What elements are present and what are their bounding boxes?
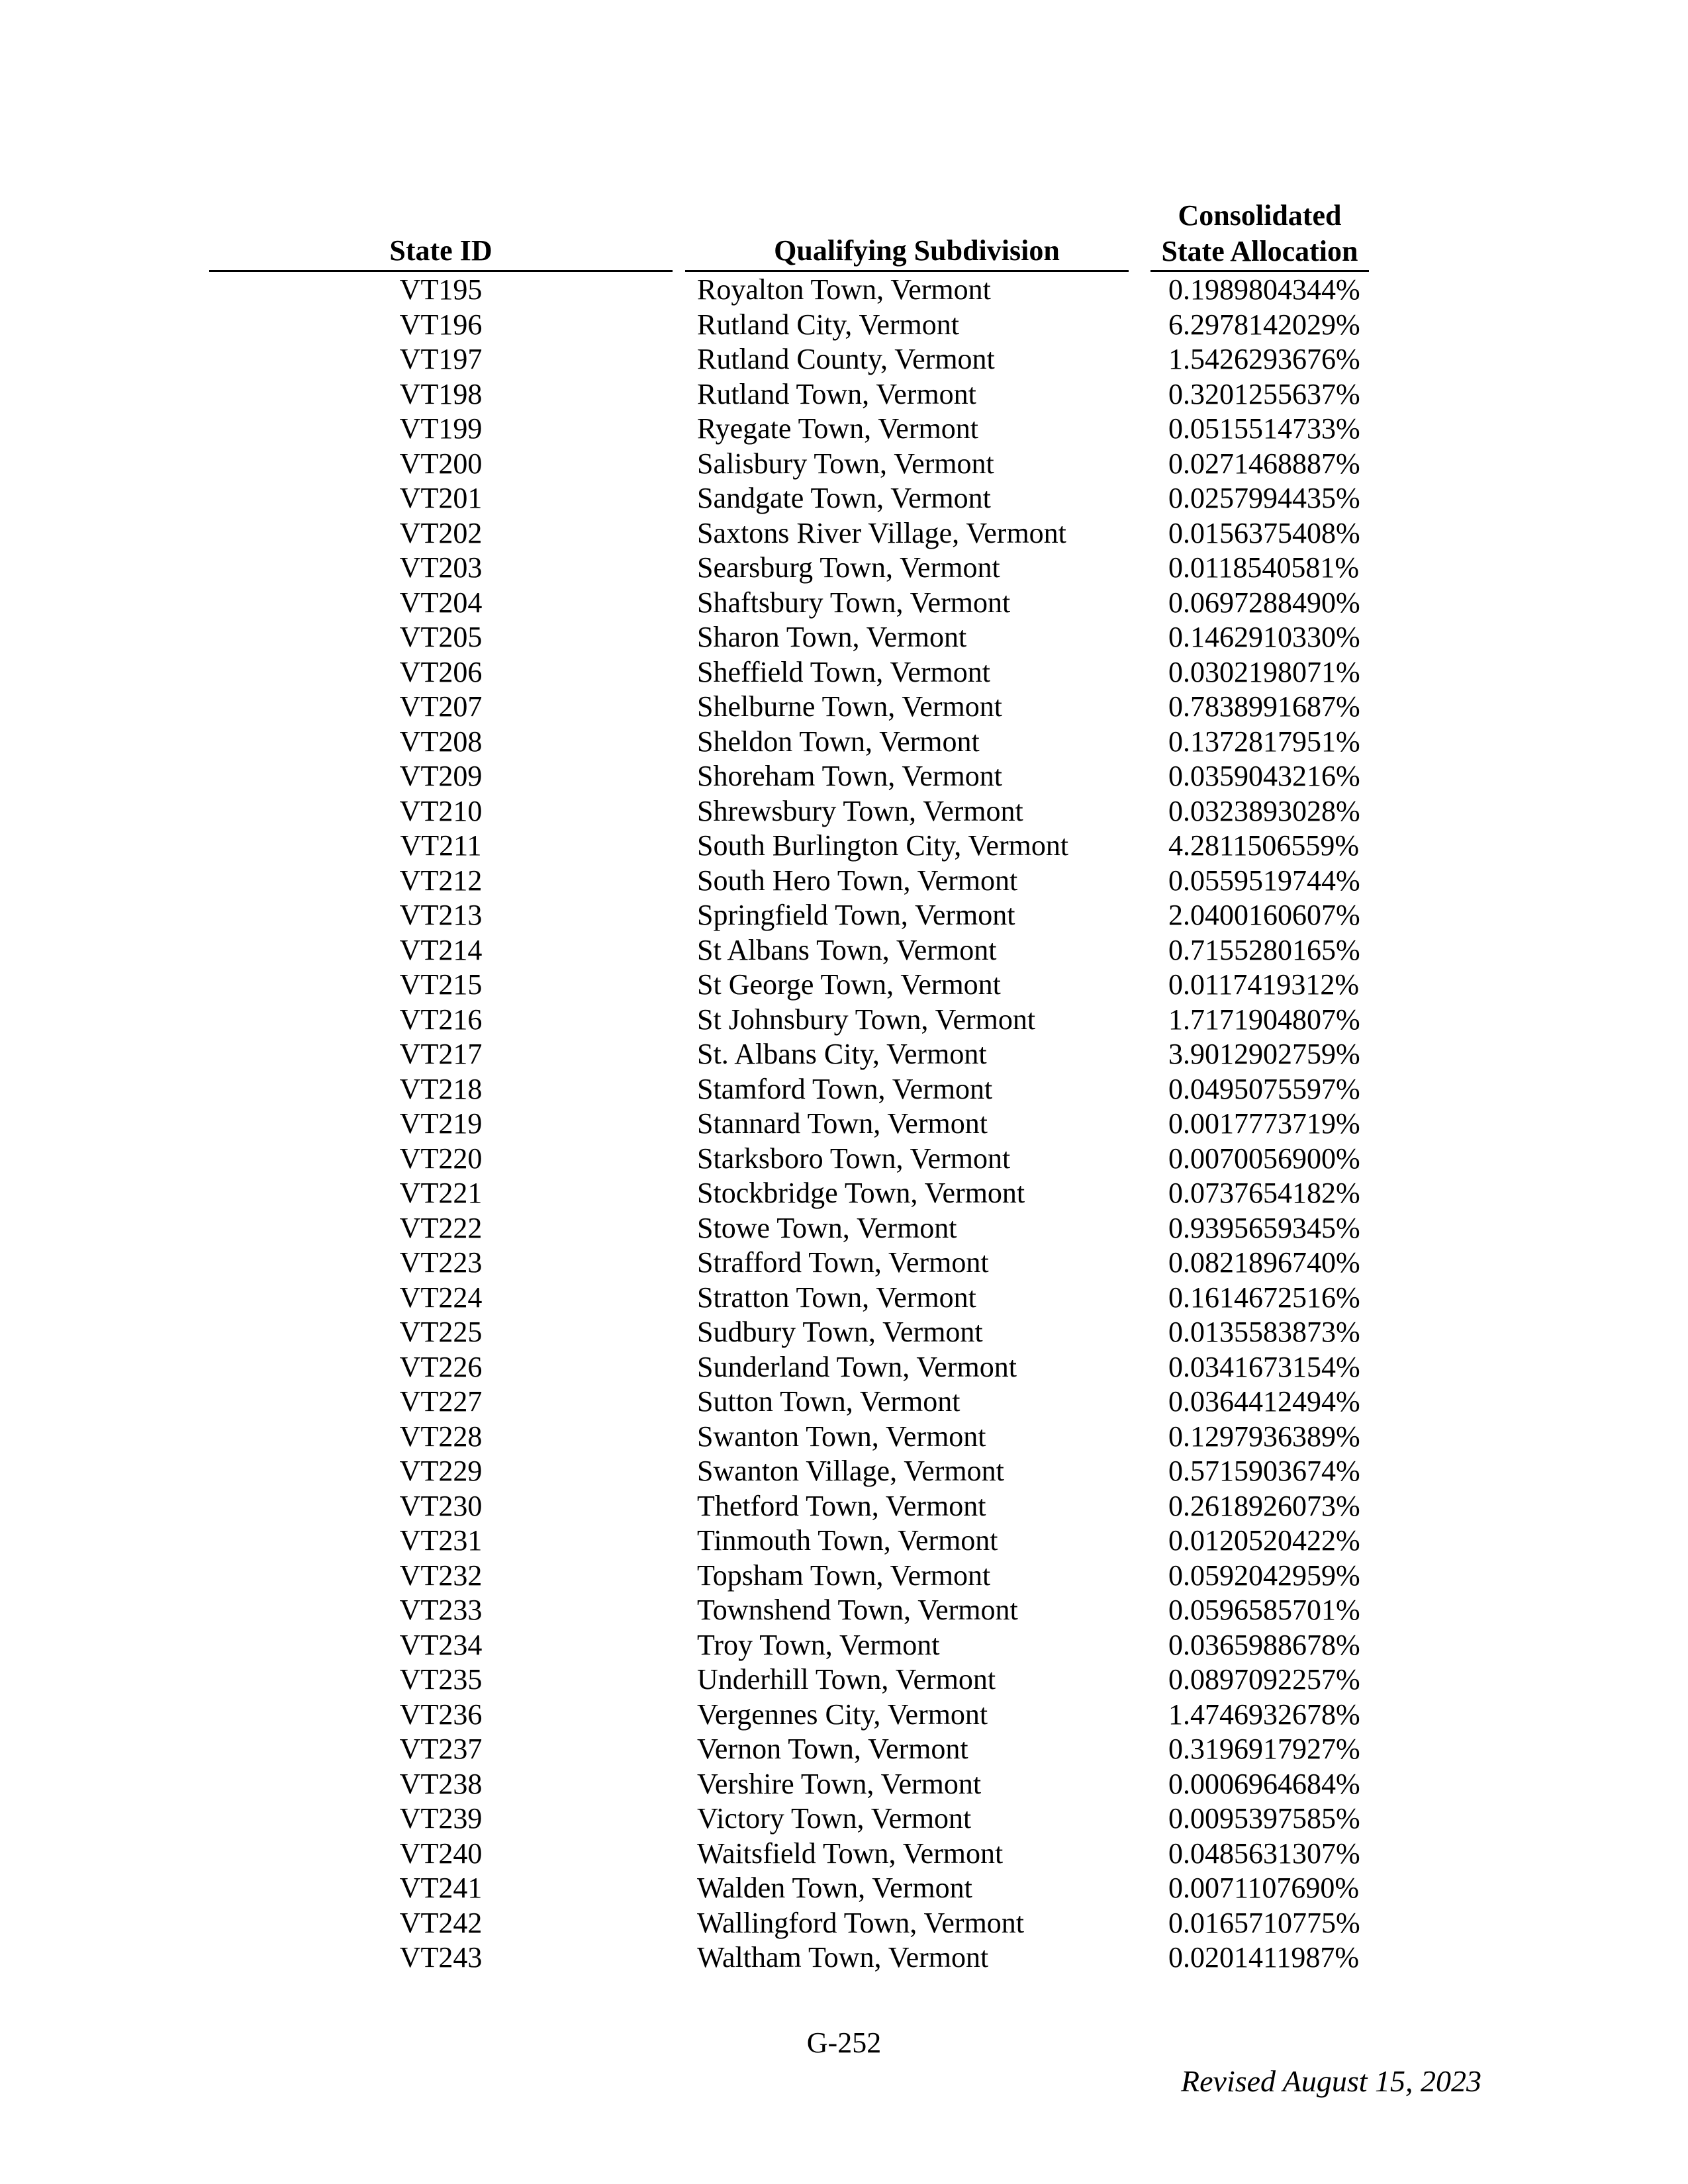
state-id-cell: VT218	[399, 1072, 483, 1105]
table-row	[0, 377, 1688, 412]
allocation-cell: 0.0156375408%	[1168, 516, 1360, 549]
subdivision-cell: Sandgate Town, Vermont	[697, 482, 991, 514]
state-id-cell: VT233	[399, 1594, 483, 1626]
subdivision-cell: Springfield Town, Vermont	[697, 899, 1015, 931]
state-id-cell: VT228	[399, 1420, 483, 1453]
allocation-cell: 0.0821896740%	[1168, 1246, 1360, 1279]
table-row	[0, 1003, 1688, 1038]
state-id-cell: VT240	[399, 1837, 483, 1870]
allocation-cell: 0.0071107690%	[1168, 1872, 1360, 1904]
table-row	[0, 1524, 1688, 1559]
allocation-cell: 0.0341673154%	[1168, 1350, 1360, 1383]
state-id-cell: VT232	[399, 1559, 483, 1592]
state-id-cell: VT198	[399, 377, 483, 410]
subdivision-cell: Townshend Town, Vermont	[697, 1594, 1018, 1626]
state-id-cell: VT239	[399, 1802, 483, 1835]
subdivision-cell: Stannard Town, Vermont	[697, 1107, 988, 1140]
allocation-cell: 0.0485631307%	[1168, 1837, 1360, 1870]
allocation-cell: 0.0365988678%	[1168, 1628, 1360, 1661]
subdivision-cell: Victory Town, Vermont	[697, 1802, 972, 1835]
state-id-cell: VT208	[399, 725, 483, 758]
table-row	[0, 1593, 1688, 1628]
allocation-cell: 0.1297936389%	[1168, 1420, 1360, 1453]
table-row	[0, 1420, 1688, 1455]
page-number: G-252	[806, 2026, 882, 2059]
table-row	[0, 1489, 1688, 1524]
table-row	[0, 308, 1688, 343]
allocation-cell: 0.7155280165%	[1168, 933, 1360, 966]
state-id-cell: VT223	[399, 1246, 483, 1279]
state-id-cell: VT222	[399, 1211, 483, 1244]
table-row	[0, 1837, 1688, 1872]
header-rule-allocation	[1150, 270, 1369, 272]
subdivision-cell: Swanton Village, Vermont	[697, 1455, 1004, 1487]
allocation-cell: 0.0017773719%	[1168, 1107, 1360, 1140]
allocation-cell: 0.0592042959%	[1168, 1559, 1360, 1592]
allocation-cell: 0.5715903674%	[1168, 1455, 1360, 1487]
allocation-cell: 0.0559519744%	[1168, 864, 1360, 897]
allocation-cell: 1.7171904807%	[1168, 1003, 1360, 1036]
allocation-cell: 0.0165710775%	[1168, 1906, 1360, 1939]
subdivision-cell: Stratton Town, Vermont	[697, 1281, 976, 1314]
subdivision-cell: South Hero Town, Vermont	[697, 864, 1018, 897]
allocation-cell: 0.0323893028%	[1168, 794, 1360, 827]
table-row	[0, 586, 1688, 621]
allocation-cell: 0.0737654182%	[1168, 1177, 1360, 1209]
table-row	[0, 759, 1688, 794]
state-id-cell: VT219	[399, 1107, 483, 1140]
table-row	[0, 1698, 1688, 1733]
subdivision-cell: Shelburne Town, Vermont	[697, 690, 1002, 723]
state-id-cell: VT215	[399, 968, 483, 1001]
subdivision-cell: Tinmouth Town, Vermont	[697, 1524, 998, 1557]
table-row	[0, 551, 1688, 586]
state-id-cell: VT236	[399, 1698, 483, 1731]
allocation-cell: 0.3201255637%	[1168, 377, 1360, 410]
table-row	[0, 273, 1688, 308]
allocation-cell: 0.2618926073%	[1168, 1489, 1360, 1522]
table-row	[0, 794, 1688, 829]
state-id-cell: VT225	[399, 1316, 483, 1348]
subdivision-cell: St Albans Town, Vermont	[697, 933, 997, 966]
header-consolidated-state-allocation	[1150, 198, 1369, 269]
state-id-cell: VT201	[399, 482, 483, 514]
table-row	[0, 1559, 1688, 1594]
state-id-cell: VT207	[399, 690, 483, 723]
allocation-cell: 6.2978142029%	[1168, 308, 1360, 341]
subdivision-cell: Underhill Town, Vermont	[697, 1663, 996, 1696]
state-id-cell: VT220	[399, 1142, 483, 1175]
subdivision-cell: Royalton Town, Vermont	[697, 273, 991, 306]
subdivision-cell: Searsburg Town, Vermont	[697, 551, 1000, 584]
table-row	[0, 1142, 1688, 1177]
allocation-cell: 0.1614672516%	[1168, 1281, 1360, 1314]
state-id-cell: VT238	[399, 1767, 483, 1800]
table-row	[0, 933, 1688, 968]
table-row	[0, 1037, 1688, 1072]
subdivision-cell: Starksboro Town, Vermont	[697, 1142, 1011, 1175]
allocation-cell: 0.0271468887%	[1168, 447, 1360, 480]
table-row	[0, 481, 1688, 516]
table-row	[0, 1940, 1688, 1976]
subdivision-cell: Stowe Town, Vermont	[697, 1211, 957, 1244]
state-id-cell: VT203	[399, 551, 483, 584]
subdivision-cell: Rutland County, Vermont	[697, 343, 995, 375]
subdivision-cell: Vergennes City, Vermont	[697, 1698, 988, 1731]
allocation-cell: 0.0117419312%	[1168, 968, 1360, 1001]
table-row	[0, 1176, 1688, 1211]
table-row	[0, 1211, 1688, 1246]
table-row	[0, 655, 1688, 690]
state-id-cell: VT205	[399, 621, 483, 653]
subdivision-cell: Sunderland Town, Vermont	[697, 1350, 1017, 1383]
state-id-cell: VT212	[399, 864, 483, 897]
table-row	[0, 1628, 1688, 1663]
subdivision-cell: Sharon Town, Vermont	[697, 621, 967, 653]
subdivision-cell: Waitsfield Town, Vermont	[697, 1837, 1004, 1870]
table-row	[0, 1072, 1688, 1107]
subdivision-cell: Saxtons River Village, Vermont	[697, 516, 1066, 549]
header-allocation-line1: Consolidated	[1178, 199, 1342, 232]
subdivision-cell: Swanton Town, Vermont	[697, 1420, 986, 1453]
subdivision-cell: Walden Town, Vermont	[697, 1872, 972, 1904]
subdivision-cell: Topsham Town, Vermont	[697, 1559, 991, 1592]
allocation-cell: 0.0095397585%	[1168, 1802, 1360, 1835]
state-id-cell: VT214	[399, 933, 483, 966]
state-id-cell: VT217	[399, 1038, 483, 1070]
allocation-table-body	[0, 273, 1688, 1976]
allocation-cell: 0.0006964684%	[1168, 1767, 1360, 1800]
table-row	[0, 1385, 1688, 1420]
state-id-cell: VT202	[399, 516, 483, 549]
state-id-cell: VT230	[399, 1489, 483, 1522]
table-row	[0, 725, 1688, 760]
allocation-cell: 3.9012902759%	[1168, 1038, 1360, 1070]
state-id-cell: VT196	[399, 308, 483, 341]
allocation-cell: 0.0364412494%	[1168, 1385, 1360, 1418]
table-row	[0, 1315, 1688, 1350]
state-id-cell: VT242	[399, 1906, 483, 1939]
allocation-cell: 0.7838991687%	[1168, 690, 1360, 723]
allocation-cell: 0.0120520422%	[1168, 1524, 1360, 1557]
table-row	[0, 829, 1688, 864]
state-id-cell: VT226	[399, 1350, 483, 1383]
state-id-cell: VT197	[399, 343, 483, 375]
table-row	[0, 1454, 1688, 1489]
table-row	[0, 620, 1688, 655]
subdivision-cell: Shaftsbury Town, Vermont	[697, 586, 1011, 619]
header-rule-state-id	[209, 270, 673, 272]
subdivision-cell: Sheffield Town, Vermont	[697, 655, 991, 688]
header-state-id: State ID	[389, 234, 492, 267]
allocation-cell: 0.0697288490%	[1168, 586, 1360, 619]
state-id-cell: VT231	[399, 1524, 483, 1557]
allocation-cell: 0.0070056900%	[1168, 1142, 1360, 1175]
allocation-cell: 1.5426293676%	[1168, 343, 1360, 375]
table-row	[0, 898, 1688, 933]
allocation-cell: 1.4746932678%	[1168, 1698, 1360, 1731]
state-id-cell: VT210	[399, 794, 483, 827]
subdivision-cell: Stamford Town, Vermont	[697, 1072, 993, 1105]
allocation-cell: 2.0400160607%	[1168, 899, 1360, 931]
revision-date: Revised August 15, 2023	[1181, 2064, 1481, 2098]
state-id-cell: VT237	[399, 1733, 483, 1765]
state-id-cell: VT221	[399, 1177, 483, 1209]
state-id-cell: VT206	[399, 655, 483, 688]
table-row	[0, 1662, 1688, 1698]
subdivision-cell: Shrewsbury Town, Vermont	[697, 794, 1023, 827]
table-row	[0, 1732, 1688, 1767]
state-id-cell: VT213	[399, 899, 483, 931]
table-row	[0, 1906, 1688, 1941]
allocation-cell: 0.9395659345%	[1168, 1211, 1360, 1244]
header-rule-subdivision	[685, 270, 1129, 272]
state-id-cell: VT204	[399, 586, 483, 619]
allocation-cell: 0.0596585701%	[1168, 1594, 1360, 1626]
table-row	[0, 412, 1688, 447]
subdivision-cell: Sheldon Town, Vermont	[697, 725, 980, 758]
header-allocation-line2: State Allocation	[1161, 235, 1358, 267]
table-row	[0, 1350, 1688, 1385]
subdivision-cell: St George Town, Vermont	[697, 968, 1001, 1001]
state-id-cell: VT216	[399, 1003, 483, 1036]
state-id-cell: VT209	[399, 760, 483, 792]
subdivision-cell: Troy Town, Vermont	[697, 1628, 940, 1661]
state-id-cell: VT195	[399, 273, 483, 306]
allocation-cell: 0.0257994435%	[1168, 482, 1360, 514]
subdivision-cell: Salisbury Town, Vermont	[697, 447, 994, 480]
table-row	[0, 690, 1688, 725]
subdivision-cell: South Burlington City, Vermont	[697, 829, 1069, 862]
subdivision-cell: Sudbury Town, Vermont	[697, 1316, 983, 1348]
table-row	[0, 1107, 1688, 1142]
state-id-cell: VT200	[399, 447, 483, 480]
allocation-cell: 0.0897092257%	[1168, 1663, 1360, 1696]
state-id-cell: VT234	[399, 1628, 483, 1661]
subdivision-cell: St. Albans City, Vermont	[697, 1038, 987, 1070]
table-row	[0, 1871, 1688, 1906]
state-id-cell: VT199	[399, 412, 483, 445]
state-id-cell: VT229	[399, 1455, 483, 1487]
allocation-cell: 0.1462910330%	[1168, 621, 1360, 653]
subdivision-cell: Vershire Town, Vermont	[697, 1767, 982, 1800]
state-id-cell: VT224	[399, 1281, 483, 1314]
subdivision-cell: Stockbridge Town, Vermont	[697, 1177, 1025, 1209]
table-row	[0, 1767, 1688, 1802]
table-row	[0, 516, 1688, 551]
table-row	[0, 1281, 1688, 1316]
allocation-cell: 0.0201411987%	[1168, 1941, 1360, 1974]
allocation-cell: 0.3196917927%	[1168, 1733, 1360, 1765]
state-id-cell: VT235	[399, 1663, 483, 1696]
state-id-cell: VT227	[399, 1385, 483, 1418]
allocation-cell: 0.0495075597%	[1168, 1072, 1360, 1105]
subdivision-cell: Vernon Town, Vermont	[697, 1733, 968, 1765]
subdivision-cell: Thetford Town, Vermont	[697, 1489, 986, 1522]
allocation-cell: 0.1989804344%	[1168, 273, 1360, 306]
subdivision-cell: Shoreham Town, Vermont	[697, 760, 1002, 792]
subdivision-cell: Sutton Town, Vermont	[697, 1385, 961, 1418]
table-row	[0, 342, 1688, 377]
table-row	[0, 1801, 1688, 1837]
table-row	[0, 864, 1688, 899]
subdivision-cell: Strafford Town, Vermont	[697, 1246, 989, 1279]
state-id-cell: VT211	[400, 829, 482, 862]
allocation-cell: 0.0359043216%	[1168, 760, 1360, 792]
header-qualifying-subdivision: Qualifying Subdivision	[774, 234, 1060, 267]
subdivision-cell: Wallingford Town, Vermont	[697, 1906, 1025, 1939]
allocation-cell: 4.2811506559%	[1168, 829, 1360, 862]
table-row	[0, 1246, 1688, 1281]
table-row	[0, 447, 1688, 482]
subdivision-cell: Ryegate Town, Vermont	[697, 412, 978, 445]
allocation-cell: 0.0302198071%	[1168, 655, 1360, 688]
allocation-cell: 0.0135583873%	[1168, 1316, 1360, 1348]
allocation-cell: 0.1372817951%	[1168, 725, 1360, 758]
subdivision-cell: Rutland City, Vermont	[697, 308, 959, 341]
subdivision-cell: St Johnsbury Town, Vermont	[697, 1003, 1036, 1036]
subdivision-cell: Waltham Town, Vermont	[697, 1941, 989, 1974]
state-id-cell: VT243	[399, 1941, 483, 1974]
table-row	[0, 968, 1688, 1003]
subdivision-cell: Rutland Town, Vermont	[697, 377, 976, 410]
state-id-cell: VT241	[399, 1872, 483, 1904]
allocation-cell: 0.0515514733%	[1168, 412, 1360, 445]
allocation-cell: 0.0118540581%	[1168, 551, 1360, 584]
